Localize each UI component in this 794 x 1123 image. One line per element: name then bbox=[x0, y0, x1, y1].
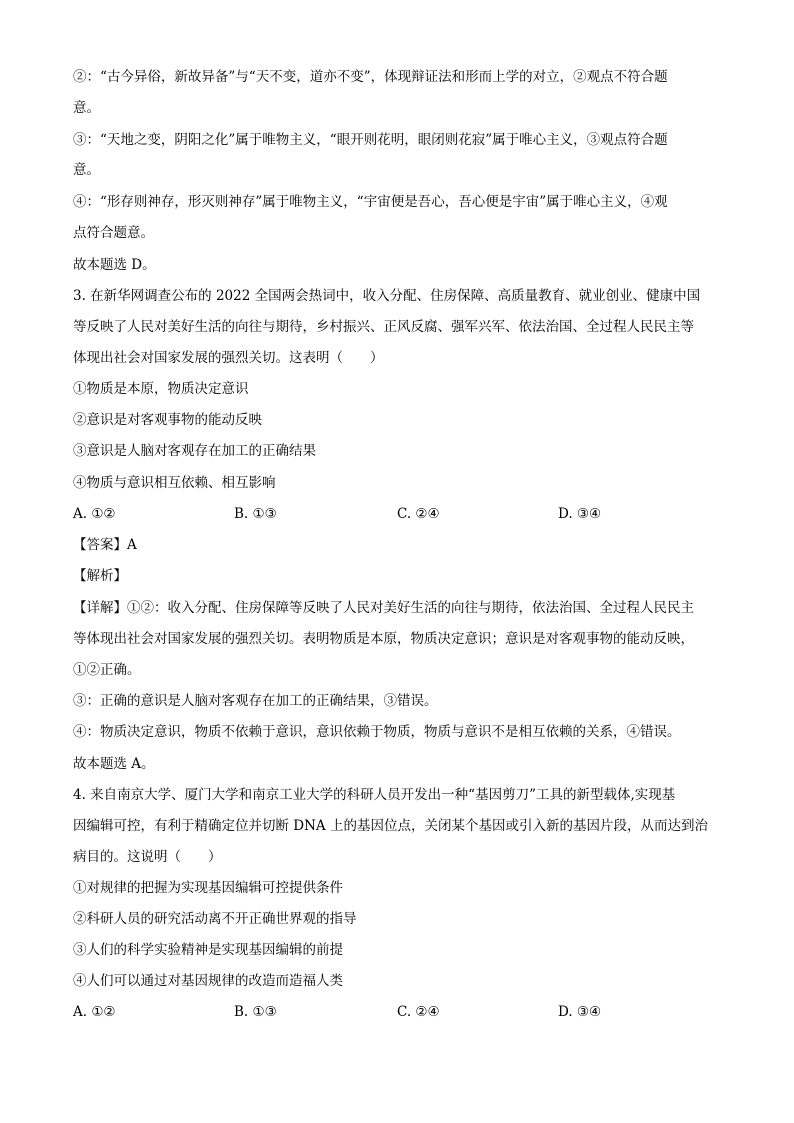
q4-statement-2: ②科研人员的研究活动离不开正确世界观的指导 bbox=[73, 911, 357, 927]
prev-explanation-line-6: 点符合题意。 bbox=[73, 225, 154, 241]
q3-statement-3: ③意识是人脑对客观存在加工的正确结果 bbox=[73, 443, 316, 459]
q4-option-a: A. ①② bbox=[73, 1004, 116, 1020]
q3-answer: 【答案】A bbox=[73, 537, 137, 553]
q3-stem-line-1: 3. 在新华网调查公布的 2022 全国两会热词中，收入分配、住房保障、高质量教育、就业创业、健康中国 bbox=[73, 288, 701, 304]
q3-detail-line-4: ③：正确的意识是人脑对客观存在加工的正确结果，③错误。 bbox=[73, 693, 438, 709]
q4-stem-line-2: 因编辑可控，有利于精确定位并切断 DNA 上的基因位点，关闭某个基因或引入新的基因片段，从而达到治 bbox=[73, 818, 708, 834]
prev-conclusion: 故本题选 D。 bbox=[73, 257, 156, 273]
prev-explanation-line-2: 意。 bbox=[73, 100, 100, 116]
q3-statement-1: ①物质是本原，物质决定意识 bbox=[73, 381, 249, 397]
prev-explanation-line-5: ④：“形存则神存，形灭则神存”属于唯物主义，“宇宙便是吾心，吾心便是宇宙”属于唯心主义，④观 bbox=[73, 194, 668, 210]
q3-option-d: D. ③④ bbox=[558, 506, 602, 522]
q3-option-c: C. ②④ bbox=[397, 506, 440, 522]
q3-stem-line-3: 体现出社会对国家发展的强烈关切。这表明（ ） bbox=[73, 350, 384, 366]
prev-explanation-line-1: ②：“古今异俗，新故异备”与“天不变，道亦不变”，体现辩证法和形而上学的对立，②观点不符合题 bbox=[73, 69, 668, 85]
prev-explanation-line-3: ③：“天地之变，阴阳之化”属于唯物主义，“眼开则花明，眼闭则花寂”属于唯心主义，③观点符合题 bbox=[73, 132, 668, 148]
q4-statement-1: ①对规律的把握为实现基因编辑可控提供条件 bbox=[73, 880, 343, 896]
prev-explanation-line-4: 意。 bbox=[73, 162, 100, 178]
q3-stem-line-2: 等反映了人民对美好生活的向往与期待，乡村振兴、正风反腐、强军兴军、依法治国、全过程人民民主等 bbox=[73, 319, 694, 335]
q4-statement-3: ③人们的科学实验精神是实现基因编辑的前提 bbox=[73, 942, 343, 958]
q3-conclusion: 故本题选 A。 bbox=[73, 756, 155, 772]
q4-statement-4: ④人们可以通过对基因规律的改造而造福人类 bbox=[73, 973, 343, 989]
q3-statement-2: ②意识是对客观事物的能动反映 bbox=[73, 412, 262, 428]
q3-detail-line-1: 【详解】①②：收入分配、住房保障等反映了人民对美好生活的向往与期待，依法治国、全过程人民民主 bbox=[73, 600, 694, 616]
q4-option-b: B. ①③ bbox=[234, 1004, 277, 1020]
q3-statement-4: ④物质与意识相互依赖、相互影响 bbox=[73, 475, 276, 491]
q3-option-b: B. ①③ bbox=[234, 506, 277, 522]
q3-detail-line-2: 等体现出社会对国家发展的强烈关切。表明物质是本原，物质决定意识；意识是对客观事物的能动反映， bbox=[73, 631, 694, 647]
q3-detail-line-5: ④：物质决定意识，物质不依赖于意识，意识依赖于物质，物质与意识不是相互依赖的关系，④错误。 bbox=[73, 724, 681, 740]
q3-analysis-heading: 【解析】 bbox=[73, 568, 127, 584]
q3-detail-line-3: ①②正确。 bbox=[73, 662, 141, 678]
q4-stem-line-1: 4. 来自南京大学、厦门大学和南京工业大学的科研人员开发出一种“基因剪刀”工具的新型载体,实现基 bbox=[73, 787, 676, 803]
q4-option-c: C. ②④ bbox=[397, 1004, 440, 1020]
q3-option-a: A. ①② bbox=[73, 506, 116, 522]
q4-stem-line-3: 病目的。这说明（ ） bbox=[73, 849, 222, 865]
q4-option-d: D. ③④ bbox=[558, 1004, 602, 1020]
